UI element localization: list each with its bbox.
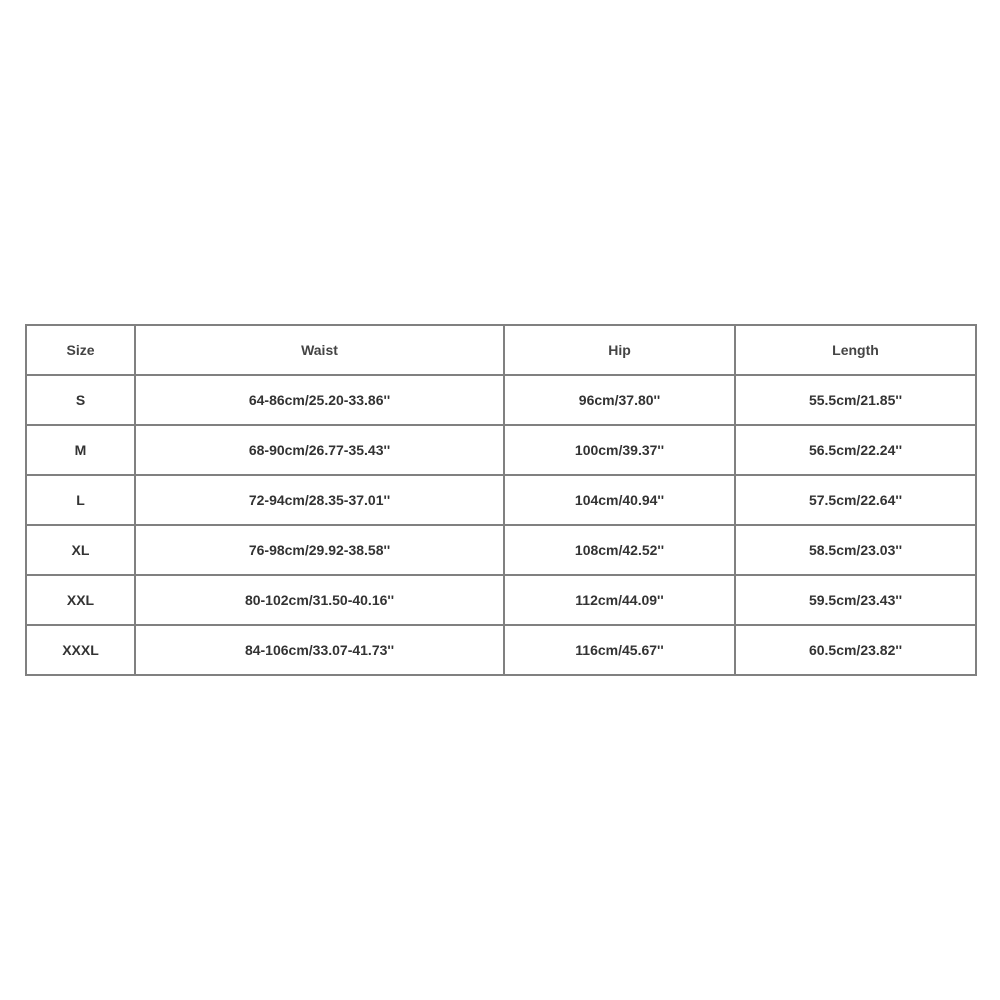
table-row [26, 375, 976, 425]
cell-length: 56.5cm/22.24'' [735, 425, 976, 475]
cell-waist: 72-94cm/28.35-37.01'' [135, 475, 504, 525]
cell-waist: 80-102cm/31.50-40.16'' [135, 575, 504, 625]
cell-length: 59.5cm/23.43'' [735, 575, 976, 625]
cell-hip: 100cm/39.37'' [504, 425, 735, 475]
cell-size: S [26, 375, 135, 425]
cell-size: L [26, 475, 135, 525]
cell-waist: 76-98cm/29.92-38.58'' [135, 525, 504, 575]
header-waist: Waist [135, 325, 504, 375]
header-hip: Hip [504, 325, 735, 375]
cell-length: 60.5cm/23.82'' [735, 625, 976, 675]
cell-size: XXXL [26, 625, 135, 675]
cell-length: 57.5cm/22.64'' [735, 475, 976, 525]
cell-size: XXL [26, 575, 135, 625]
table-row [26, 525, 976, 575]
header-size: Size [26, 325, 135, 375]
cell-hip: 96cm/37.80'' [504, 375, 735, 425]
cell-length: 58.5cm/23.03'' [735, 525, 976, 575]
cell-length: 55.5cm/21.85'' [735, 375, 976, 425]
table-row [26, 575, 976, 625]
cell-hip: 104cm/40.94'' [504, 475, 735, 525]
table-row [26, 425, 976, 475]
cell-waist: 68-90cm/26.77-35.43'' [135, 425, 504, 475]
cell-waist: 64-86cm/25.20-33.86'' [135, 375, 504, 425]
cell-size: XL [26, 525, 135, 575]
table-row [26, 625, 976, 675]
table-header-row [26, 325, 976, 375]
cell-waist: 84-106cm/33.07-41.73'' [135, 625, 504, 675]
table-row [26, 475, 976, 525]
size-chart-table [25, 324, 977, 676]
cell-hip: 116cm/45.67'' [504, 625, 735, 675]
cell-size: M [26, 425, 135, 475]
header-length: Length [735, 325, 976, 375]
cell-hip: 108cm/42.52'' [504, 525, 735, 575]
cell-hip: 112cm/44.09'' [504, 575, 735, 625]
